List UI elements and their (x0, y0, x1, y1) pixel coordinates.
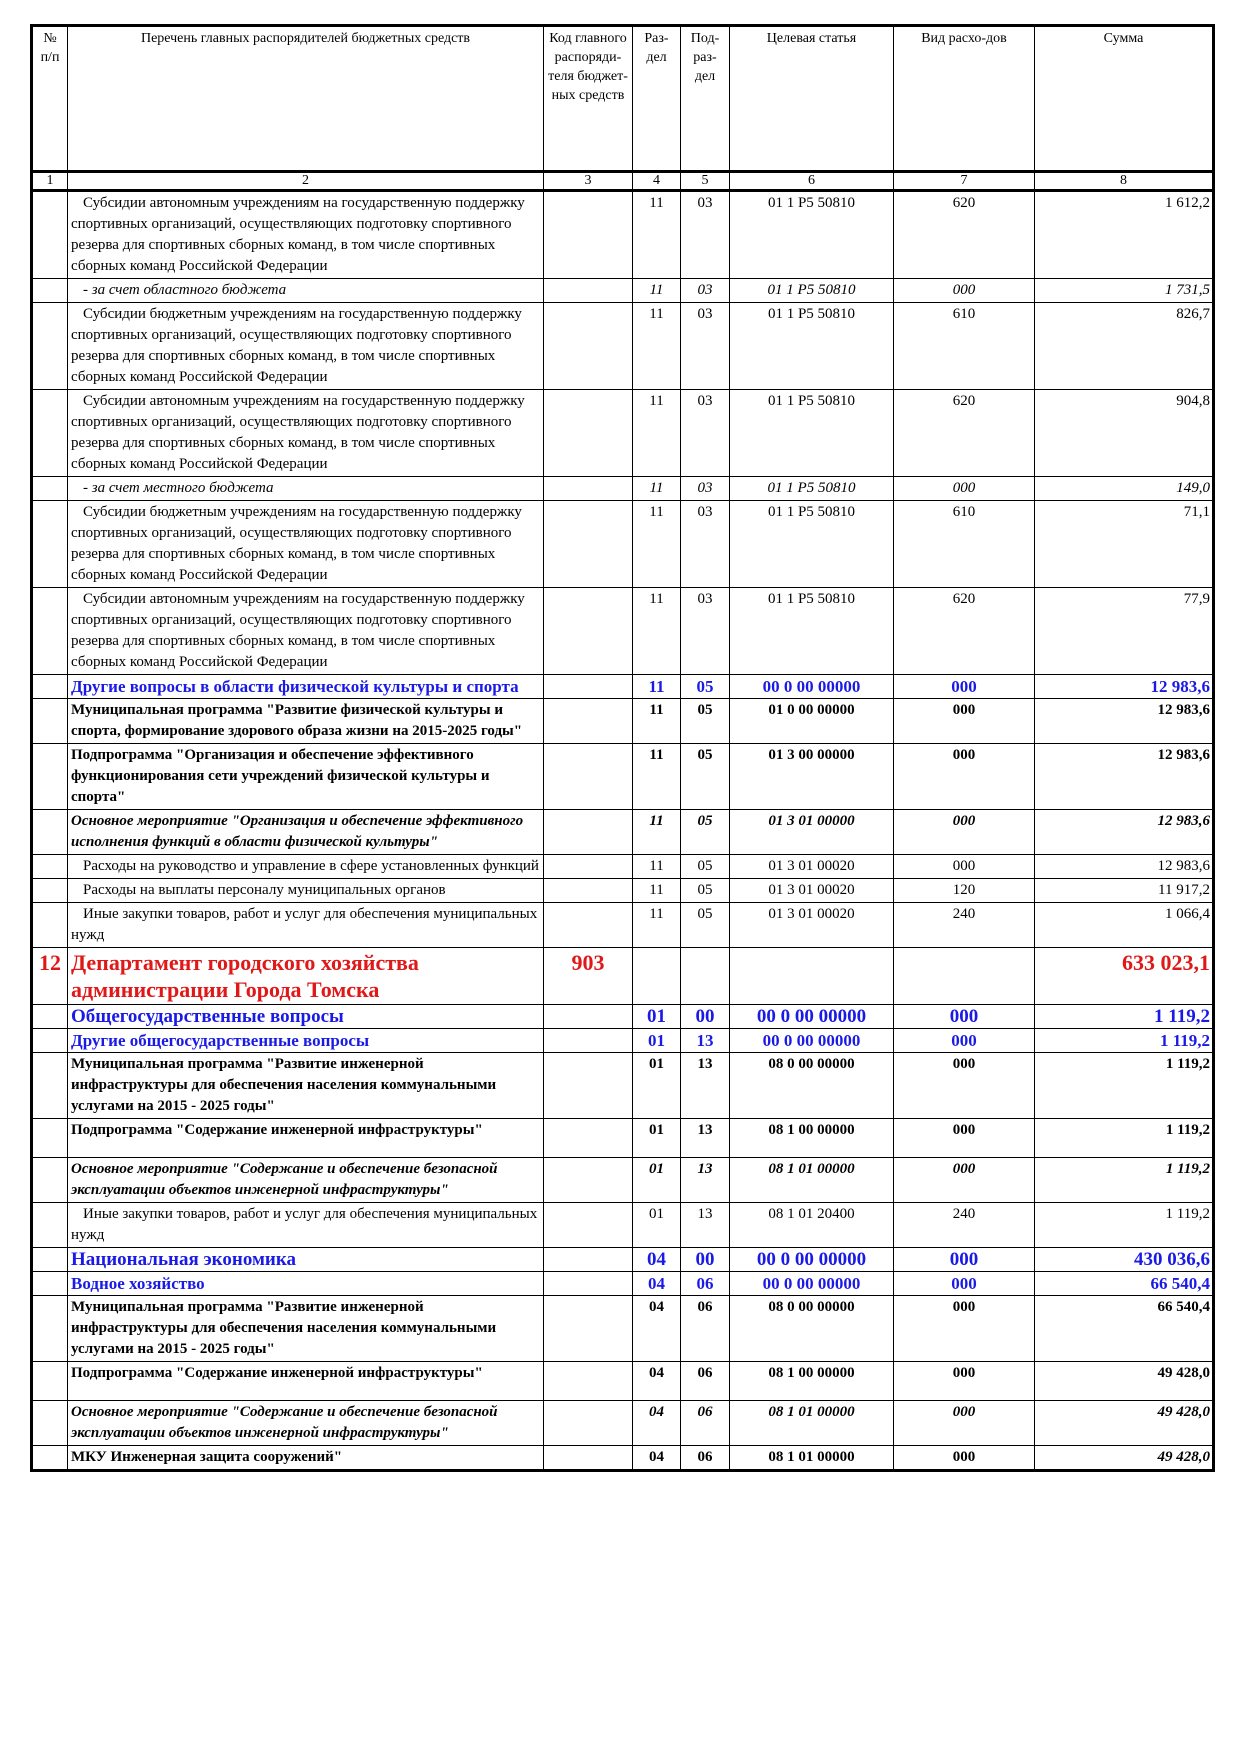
row-vid: 000 (894, 1119, 1035, 1158)
row-number (32, 191, 68, 279)
row-name: Субсидии автономным учреждениям на государственную поддержку спортивных организаций, осуществляющих подготовку спортивного резерва для спортивных сборных команд, в том числе спортивных сборных команд Российской Федерации (68, 191, 544, 279)
row-vid: 000 (894, 1272, 1035, 1296)
row-code (544, 588, 633, 675)
row-podrazdel: 13 (681, 1158, 730, 1203)
row-name: Подпрограмма "Содержание инженерной инфраструктуры" (68, 1119, 544, 1158)
table-row (32, 501, 1214, 588)
row-razdel: 11 (633, 879, 681, 903)
column-number: 8 (1035, 172, 1214, 191)
table-row (32, 1053, 1214, 1119)
row-code (544, 879, 633, 903)
row-name: Иные закупки товаров, работ и услуг для обеспечения муниципальных нужд (68, 903, 544, 948)
row-code (544, 279, 633, 303)
table-row (32, 855, 1214, 879)
row-podrazdel: 05 (681, 699, 730, 744)
column-number: 1 (32, 172, 68, 191)
table-row (32, 948, 1214, 1005)
row-name: Субсидии автономным учреждениям на государственную поддержку спортивных организаций, осуществляющих подготовку спортивного резерва для спортивных сборных команд, в том числе спортивных сборных команд Российской Федерации (68, 390, 544, 477)
row-code (544, 501, 633, 588)
table-row (32, 1005, 1214, 1029)
row-razdel: 11 (633, 855, 681, 879)
row-celevaya: 08 1 01 00000 (730, 1158, 894, 1203)
row-summa: 430 036,6 (1035, 1248, 1214, 1272)
row-code (544, 1029, 633, 1053)
table-row (32, 1158, 1214, 1203)
row-vid: 000 (894, 855, 1035, 879)
row-code (544, 1296, 633, 1362)
row-vid (894, 948, 1035, 1005)
row-number (32, 588, 68, 675)
row-code (544, 390, 633, 477)
row-podrazdel: 13 (681, 1203, 730, 1248)
row-code (544, 699, 633, 744)
row-vid: 240 (894, 903, 1035, 948)
row-celevaya: 01 3 01 00020 (730, 879, 894, 903)
header-vid: Вид расхо-дов (894, 26, 1035, 172)
row-number (32, 855, 68, 879)
column-number: 5 (681, 172, 730, 191)
row-summa: 49 428,0 (1035, 1446, 1214, 1471)
row-vid: 000 (894, 279, 1035, 303)
row-number: 12 (32, 948, 68, 1005)
row-celevaya: 01 1 P5 50810 (730, 588, 894, 675)
row-celevaya: 01 0 00 00000 (730, 699, 894, 744)
row-vid: 120 (894, 879, 1035, 903)
row-name: Основное мероприятие "Организация и обеспечение эффективного исполнения функций в области физической культуры" (68, 810, 544, 855)
row-razdel: 04 (633, 1362, 681, 1401)
row-summa: 1 119,2 (1035, 1203, 1214, 1248)
row-summa: 77,9 (1035, 588, 1214, 675)
row-number (32, 1119, 68, 1158)
row-number (32, 279, 68, 303)
row-razdel: 11 (633, 390, 681, 477)
row-code: 903 (544, 948, 633, 1005)
row-vid: 000 (894, 1296, 1035, 1362)
table-row (32, 903, 1214, 948)
row-vid: 620 (894, 390, 1035, 477)
row-podrazdel: 03 (681, 477, 730, 501)
table-row (32, 879, 1214, 903)
row-celevaya: 01 1 P5 50810 (730, 501, 894, 588)
row-name: Субсидии автономным учреждениям на государственную поддержку спортивных организаций, осуществляющих подготовку спортивного резерва для спортивных сборных команд, в том числе спортивных сборных команд Российской Федерации (68, 588, 544, 675)
header-name: Перечень главных распорядителей бюджетных средств (68, 26, 544, 172)
row-number (32, 810, 68, 855)
row-code (544, 1203, 633, 1248)
row-podrazdel: 05 (681, 810, 730, 855)
table-row (32, 1401, 1214, 1446)
row-summa: 1 119,2 (1035, 1119, 1214, 1158)
row-name: Муниципальная программа "Развитие физической культуры и спорта, формирование здорового образа жизни на 2015-2025 годы" (68, 699, 544, 744)
row-podrazdel: 05 (681, 903, 730, 948)
row-summa: 1 119,2 (1035, 1005, 1214, 1029)
row-name: Национальная экономика (68, 1248, 544, 1272)
budget-table-sheet (30, 24, 1212, 1472)
row-summa: 11 917,2 (1035, 879, 1214, 903)
header-num: № п/п (32, 26, 68, 172)
row-vid: 620 (894, 588, 1035, 675)
row-celevaya: 00 0 00 00000 (730, 1248, 894, 1272)
row-summa: 904,8 (1035, 390, 1214, 477)
row-razdel: 01 (633, 1005, 681, 1029)
row-name: Муниципальная программа "Развитие инженерной инфраструктуры для обеспечения населения коммунальными услугами на 2015 - 2025 годы" (68, 1296, 544, 1362)
row-name: МКУ Инженерная защита сооружений" (68, 1446, 544, 1471)
row-code (544, 477, 633, 501)
row-number (32, 303, 68, 390)
row-name: Другие общегосударственные вопросы (68, 1029, 544, 1053)
row-vid: 000 (894, 810, 1035, 855)
table-row (32, 588, 1214, 675)
row-summa: 1 612,2 (1035, 191, 1214, 279)
row-name: Основное мероприятие "Содержание и обеспечение безопасной эксплуатации объектов инженерной инфраструктуры" (68, 1158, 544, 1203)
table-row (32, 1119, 1214, 1158)
row-vid: 000 (894, 1362, 1035, 1401)
row-number (32, 903, 68, 948)
row-razdel: 11 (633, 501, 681, 588)
header-code: Код главного распоряди-теля бюджет-ных средств (544, 26, 633, 172)
row-summa: 49 428,0 (1035, 1362, 1214, 1401)
row-vid: 620 (894, 191, 1035, 279)
row-podrazdel: 03 (681, 279, 730, 303)
row-podrazdel: 06 (681, 1362, 730, 1401)
row-name: Департамент городского хозяйства администрации Города Томска (68, 948, 544, 1005)
row-razdel: 11 (633, 588, 681, 675)
row-celevaya: 01 1 P5 50810 (730, 477, 894, 501)
row-podrazdel: 03 (681, 501, 730, 588)
row-razdel (633, 948, 681, 1005)
column-number: 7 (894, 172, 1035, 191)
row-razdel: 01 (633, 1158, 681, 1203)
row-name: Расходы на выплаты персоналу муниципальных органов (68, 879, 544, 903)
row-podrazdel: 13 (681, 1029, 730, 1053)
row-name: Другие вопросы в области физической культуры и спорта (68, 675, 544, 699)
row-razdel: 11 (633, 675, 681, 699)
row-summa: 12 983,6 (1035, 744, 1214, 810)
row-celevaya: 00 0 00 00000 (730, 1272, 894, 1296)
row-razdel: 11 (633, 744, 681, 810)
row-code (544, 855, 633, 879)
table-row (32, 279, 1214, 303)
row-celevaya: 01 1 P5 50810 (730, 390, 894, 477)
row-vid: 000 (894, 1005, 1035, 1029)
row-code (544, 903, 633, 948)
row-celevaya: 01 1 P5 50810 (730, 279, 894, 303)
row-podrazdel: 13 (681, 1119, 730, 1158)
row-celevaya: 08 1 00 00000 (730, 1119, 894, 1158)
row-name: - за счет областного бюджета (68, 279, 544, 303)
row-number (32, 675, 68, 699)
header-razdel: Раз-дел (633, 26, 681, 172)
table-row (32, 699, 1214, 744)
row-podrazdel: 05 (681, 855, 730, 879)
row-number (32, 1158, 68, 1203)
table-row (32, 191, 1214, 279)
column-number: 4 (633, 172, 681, 191)
row-summa: 1 119,2 (1035, 1029, 1214, 1053)
table-body (32, 191, 1214, 1471)
row-razdel: 11 (633, 279, 681, 303)
row-summa: 1 731,5 (1035, 279, 1214, 303)
row-celevaya: 01 3 01 00020 (730, 903, 894, 948)
row-summa: 12 983,6 (1035, 699, 1214, 744)
row-code (544, 1446, 633, 1471)
table-header-row (32, 26, 1214, 172)
row-podrazdel: 03 (681, 303, 730, 390)
row-vid: 000 (894, 1248, 1035, 1272)
row-razdel: 01 (633, 1029, 681, 1053)
table-row (32, 1446, 1214, 1471)
row-podrazdel: 00 (681, 1248, 730, 1272)
row-name: Основное мероприятие "Содержание и обеспечение безопасной эксплуатации объектов инженерной инфраструктуры" (68, 1401, 544, 1446)
row-razdel: 11 (633, 699, 681, 744)
row-podrazdel: 05 (681, 744, 730, 810)
row-number (32, 1362, 68, 1401)
row-code (544, 1158, 633, 1203)
row-number (32, 1296, 68, 1362)
table-row (32, 1203, 1214, 1248)
row-podrazdel: 06 (681, 1446, 730, 1471)
table-row (32, 744, 1214, 810)
row-celevaya: 01 1 P5 50810 (730, 303, 894, 390)
row-summa: 66 540,4 (1035, 1272, 1214, 1296)
row-vid: 000 (894, 1401, 1035, 1446)
table-row (32, 1272, 1214, 1296)
row-razdel: 04 (633, 1272, 681, 1296)
row-code (544, 1119, 633, 1158)
row-podrazdel: 03 (681, 588, 730, 675)
row-code (544, 744, 633, 810)
table-row (32, 1029, 1214, 1053)
row-celevaya: 08 0 00 00000 (730, 1053, 894, 1119)
row-summa: 1 119,2 (1035, 1158, 1214, 1203)
row-summa: 633 023,1 (1035, 948, 1214, 1005)
row-summa: 49 428,0 (1035, 1401, 1214, 1446)
row-name: Иные закупки товаров, работ и услуг для обеспечения муниципальных нужд (68, 1203, 544, 1248)
row-summa: 71,1 (1035, 501, 1214, 588)
row-vid: 000 (894, 1029, 1035, 1053)
row-celevaya: 00 0 00 00000 (730, 1029, 894, 1053)
row-podrazdel: 06 (681, 1272, 730, 1296)
row-number (32, 390, 68, 477)
row-razdel: 01 (633, 1053, 681, 1119)
row-summa: 826,7 (1035, 303, 1214, 390)
row-code (544, 191, 633, 279)
column-number-row (32, 172, 1214, 191)
row-vid: 610 (894, 303, 1035, 390)
row-celevaya: 08 1 00 00000 (730, 1362, 894, 1401)
row-number (32, 879, 68, 903)
row-number (32, 1005, 68, 1029)
row-code (544, 810, 633, 855)
row-podrazdel: 03 (681, 191, 730, 279)
table-row (32, 1362, 1214, 1401)
row-name: Расходы на руководство и управление в сфере установленных функций (68, 855, 544, 879)
row-code (544, 1053, 633, 1119)
row-number (32, 1053, 68, 1119)
table-row (32, 477, 1214, 501)
row-number (32, 744, 68, 810)
row-number (32, 501, 68, 588)
row-celevaya: 01 1 P5 50810 (730, 191, 894, 279)
table-row (32, 390, 1214, 477)
budget-table (30, 24, 1215, 1472)
row-celevaya: 00 0 00 00000 (730, 675, 894, 699)
row-summa: 66 540,4 (1035, 1296, 1214, 1362)
table-row (32, 1248, 1214, 1272)
row-razdel: 11 (633, 810, 681, 855)
row-razdel: 11 (633, 191, 681, 279)
column-number: 3 (544, 172, 633, 191)
row-celevaya: 00 0 00 00000 (730, 1005, 894, 1029)
row-celevaya: 08 1 01 00000 (730, 1401, 894, 1446)
row-name: - за счет местного бюджета (68, 477, 544, 501)
row-celevaya: 08 1 01 20400 (730, 1203, 894, 1248)
row-podrazdel: 00 (681, 1005, 730, 1029)
header-summa: Сумма (1035, 26, 1214, 172)
table-row (32, 810, 1214, 855)
row-name: Водное хозяйство (68, 1272, 544, 1296)
row-razdel: 01 (633, 1119, 681, 1158)
row-razdel: 04 (633, 1248, 681, 1272)
row-code (544, 1272, 633, 1296)
row-number (32, 1248, 68, 1272)
table-row (32, 303, 1214, 390)
row-name: Субсидии бюджетным учреждениям на государственную поддержку спортивных организаций, осуществляющих подготовку спортивного резерва для спортивных сборных команд, в том числе спортивных сборных команд Российской Федерации (68, 303, 544, 390)
row-code (544, 1005, 633, 1029)
row-code (544, 1362, 633, 1401)
row-podrazdel (681, 948, 730, 1005)
row-summa: 12 983,6 (1035, 675, 1214, 699)
row-code (544, 303, 633, 390)
row-number (32, 1401, 68, 1446)
row-podrazdel: 13 (681, 1053, 730, 1119)
row-vid: 000 (894, 675, 1035, 699)
row-razdel: 11 (633, 903, 681, 948)
row-vid: 000 (894, 744, 1035, 810)
row-vid: 000 (894, 699, 1035, 744)
row-number (32, 1203, 68, 1248)
row-number (32, 477, 68, 501)
row-celevaya (730, 948, 894, 1005)
row-razdel: 11 (633, 477, 681, 501)
row-name: Подпрограмма "Содержание инженерной инфраструктуры" (68, 1362, 544, 1401)
row-name: Субсидии бюджетным учреждениям на государственную поддержку спортивных организаций, осуществляющих подготовку спортивного резерва для спортивных сборных команд, в том числе спортивных сборных команд Российской Федерации (68, 501, 544, 588)
row-vid: 000 (894, 1446, 1035, 1471)
row-celevaya: 08 1 01 00000 (730, 1446, 894, 1471)
row-razdel: 01 (633, 1203, 681, 1248)
row-name: Подпрограмма "Организация и обеспечение эффективного функционирования сети учреждений физической культуры и спорта" (68, 744, 544, 810)
row-podrazdel: 03 (681, 390, 730, 477)
row-summa: 1 066,4 (1035, 903, 1214, 948)
table-row (32, 1296, 1214, 1362)
row-code (544, 1248, 633, 1272)
row-name: Общегосударственные вопросы (68, 1005, 544, 1029)
row-vid: 240 (894, 1203, 1035, 1248)
row-summa: 1 119,2 (1035, 1053, 1214, 1119)
header-celevaya: Целевая статья (730, 26, 894, 172)
row-razdel: 11 (633, 303, 681, 390)
row-podrazdel: 05 (681, 879, 730, 903)
row-podrazdel: 06 (681, 1401, 730, 1446)
column-number: 6 (730, 172, 894, 191)
row-number (32, 1029, 68, 1053)
row-code (544, 1401, 633, 1446)
row-summa: 12 983,6 (1035, 810, 1214, 855)
row-razdel: 04 (633, 1296, 681, 1362)
row-vid: 000 (894, 1158, 1035, 1203)
row-podrazdel: 05 (681, 675, 730, 699)
row-number (32, 1446, 68, 1471)
row-celevaya: 01 3 01 00000 (730, 810, 894, 855)
row-vid: 000 (894, 477, 1035, 501)
row-number (32, 699, 68, 744)
row-summa: 149,0 (1035, 477, 1214, 501)
row-celevaya: 08 0 00 00000 (730, 1296, 894, 1362)
table-row (32, 675, 1214, 699)
row-vid: 610 (894, 501, 1035, 588)
row-code (544, 675, 633, 699)
row-celevaya: 01 3 00 00000 (730, 744, 894, 810)
row-razdel: 04 (633, 1446, 681, 1471)
header-podrazdel: Под-раз-дел (681, 26, 730, 172)
row-number (32, 1272, 68, 1296)
row-vid: 000 (894, 1053, 1035, 1119)
row-celevaya: 01 3 01 00020 (730, 855, 894, 879)
row-podrazdel: 06 (681, 1296, 730, 1362)
column-number: 2 (68, 172, 544, 191)
row-razdel: 04 (633, 1401, 681, 1446)
row-name: Муниципальная программа "Развитие инженерной инфраструктуры для обеспечения населения коммунальными услугами на 2015 - 2025 годы" (68, 1053, 544, 1119)
row-summa: 12 983,6 (1035, 855, 1214, 879)
